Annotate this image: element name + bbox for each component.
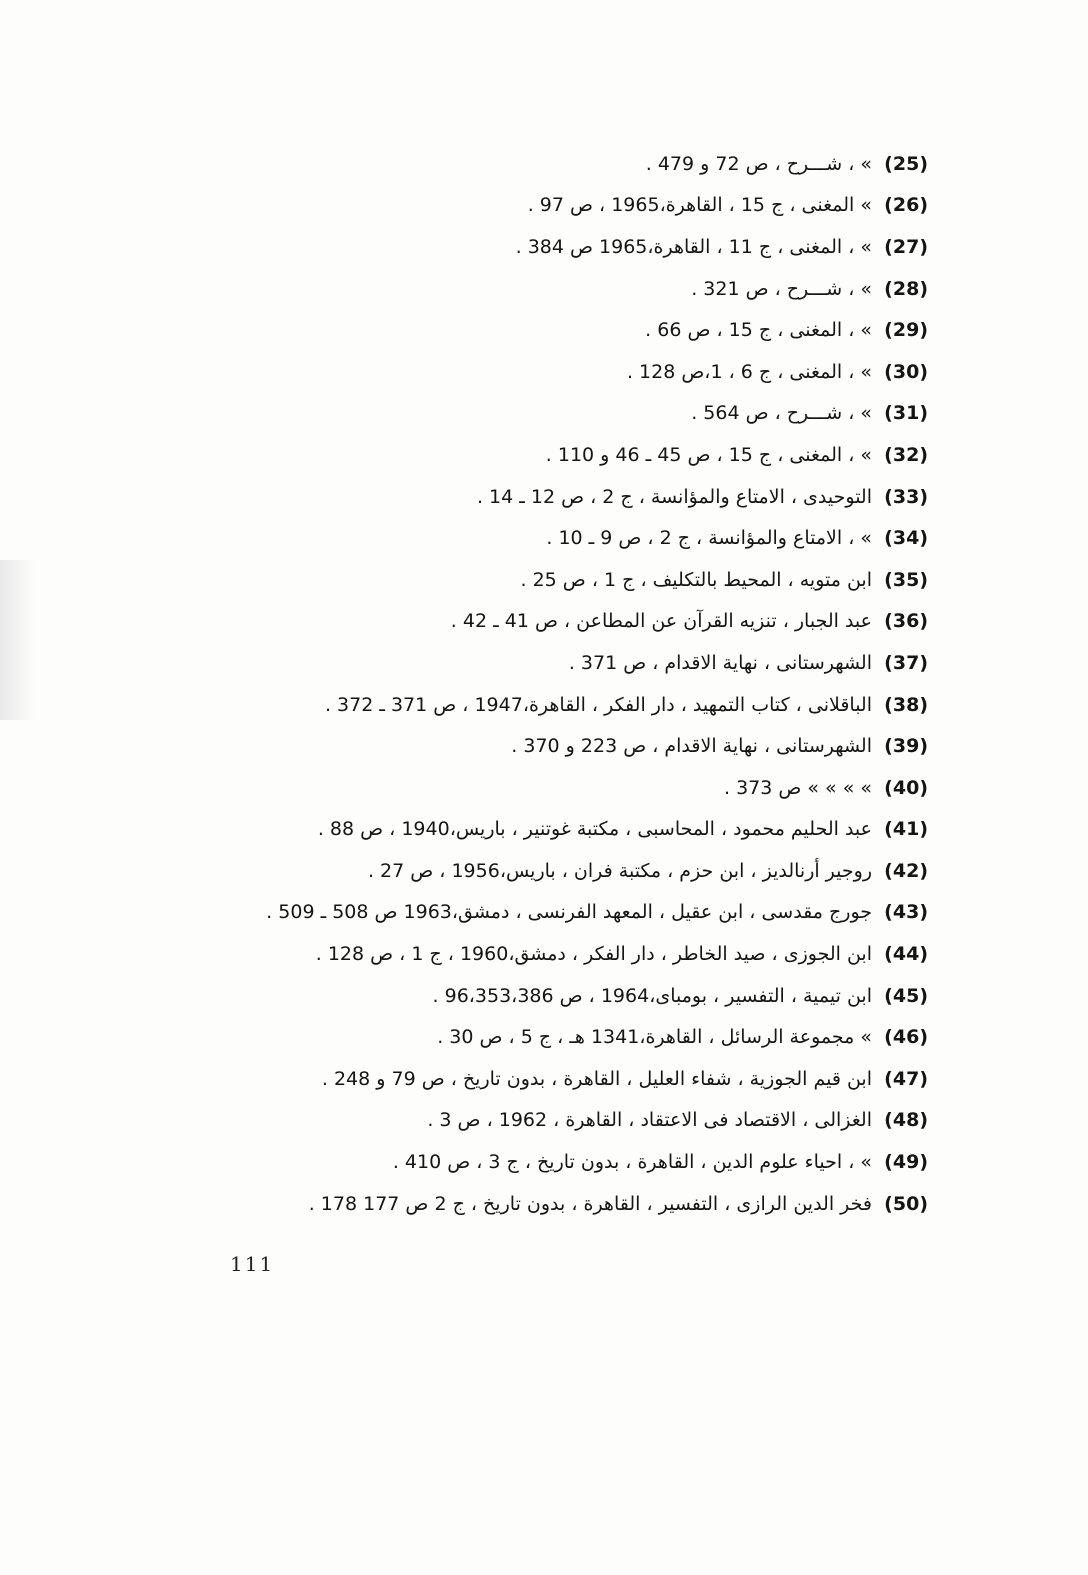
footnote-text: الباقلانى ، كتاب التمهيد ، دار الفكر ، القاهرة،1947 ، ص 371 ـ 372 . [324, 693, 872, 716]
footnote-text: » ، شـــرح ، ص 564 . [691, 402, 872, 425]
footnote-item [208, 143, 928, 185]
footnote-item [208, 393, 928, 435]
footnote-item [208, 642, 928, 684]
footnote-text: ابن الجوزى ، صيد الخاطر ، دار الفكر ، دمشق،1960 ، ج 1 ، ص 128 . [315, 943, 872, 966]
footnote-number: (34) [884, 527, 928, 550]
footnote-item [208, 226, 928, 268]
footnote-item [208, 892, 928, 934]
footnote-text: » مجموعة الرسائل ، القاهرة،1341 هـ ، ج 5 ، ص 30 . [437, 1026, 872, 1049]
footnote-text: » ، المغنى ، ج 15 ، ص 66 . [645, 319, 872, 342]
footnote-text: » ، المغنى ، ج 11 ، القاهرة،1965 ص 384 . [515, 235, 872, 258]
scan-shadow [0, 560, 36, 720]
footnote-number: (45) [884, 984, 928, 1007]
footnote-item [208, 1183, 928, 1225]
footnote-text: فخر الدين الرازى ، التفسير ، القاهرة ، بدون تاريخ ، ج 2 ص 177 178 . [308, 1192, 872, 1215]
footnote-number: (25) [884, 152, 928, 175]
footnote-text: عبد الحليم محمود ، المحاسبى ، مكتبة غوتنير ، باريس،1940 ، ص 88 . [317, 818, 872, 841]
footnote-item [208, 767, 928, 809]
footnote-number: (43) [884, 901, 928, 924]
footnote-text: ابن تيمية ، التفسير ، بومباى،1964 ، ص 96،353،386 . [432, 984, 872, 1007]
footnote-list [208, 143, 928, 1224]
footnote-number: (49) [884, 1151, 928, 1174]
footnote-number: (28) [884, 277, 928, 300]
footnote-item [208, 185, 928, 227]
footnote-text: الغزالى ، الاقتصاد فى الاعتقاد ، القاهرة ، 1962 ، ص 3 . [427, 1109, 872, 1132]
footnote-number: (38) [884, 693, 928, 716]
footnote-number: (31) [884, 402, 928, 425]
footnote-number: (33) [884, 485, 928, 508]
footnote-text: ابن قيم الجوزية ، شفاء العليل ، القاهرة ، بدون تاريخ ، ص 79 و 248 . [321, 1067, 872, 1090]
footnote-item [208, 975, 928, 1017]
footnote-number: (32) [884, 443, 928, 466]
footnote-text: الشهرستانى ، نهاية الاقدام ، ص 223 و 370 . [511, 735, 872, 758]
footnote-number: (42) [884, 859, 928, 882]
footnote-item [208, 517, 928, 559]
footnote-item [208, 1100, 928, 1142]
footnote-number: (27) [884, 235, 928, 258]
footnote-number: (46) [884, 1026, 928, 1049]
footnote-item [208, 1016, 928, 1058]
footnote-text: » ، المغنى ، ج 15 ، ص 45 ـ 46 و 110 . [545, 443, 872, 466]
footnote-number: (50) [884, 1192, 928, 1215]
footnote-item [208, 559, 928, 601]
footnote-text: الشهرستانى ، نهاية الاقدام ، ص 371 . [568, 651, 872, 674]
footnote-number: (35) [884, 568, 928, 591]
footnote-item [208, 809, 928, 851]
footnote-text: جورج مقدسى ، ابن عقيل ، المعهد الفرنسى ، دمشق،1963 ص 508 ـ 509 . [266, 901, 872, 924]
footnote-number: (29) [884, 319, 928, 342]
footnote-item [208, 268, 928, 310]
footnote-text: » » » » ص 373 . [723, 776, 872, 799]
footnote-number: (40) [884, 776, 928, 799]
footnote-text: » ، شـــرح ، ص 72 و 479 . [645, 152, 872, 175]
footnote-number: (37) [884, 651, 928, 674]
footnote-text: » ، المغنى ، ج 6 ، 1،ص 128 . [626, 360, 872, 383]
footnote-item [208, 309, 928, 351]
footnote-item [208, 725, 928, 767]
footnote-item [208, 434, 928, 476]
page-number: 111 [230, 1252, 275, 1276]
footnote-number: (48) [884, 1109, 928, 1132]
footnote-text: عبد الجبار ، تنزيه القرآن عن المطاعن ، ص 41 ـ 42 . [450, 610, 872, 633]
footnote-item [208, 850, 928, 892]
footnote-item [208, 601, 928, 643]
footnote-number: (41) [884, 818, 928, 841]
footnote-number: (44) [884, 943, 928, 966]
footnote-number: (26) [884, 194, 928, 217]
footnote-text: التوحيدى ، الامتاع والمؤانسة ، ج 2 ، ص 12 ـ 14 . [476, 485, 872, 508]
footnote-text: » ، شـــرح ، ص 321 . [691, 277, 872, 300]
footnote-text: روجير أرنالديز ، ابن حزم ، مكتبة فران ، باريس،1956 ، ص 27 . [367, 859, 872, 882]
footnote-number: (36) [884, 610, 928, 633]
footnote-item [208, 1058, 928, 1100]
footnote-text: » ، الامتاع والمؤانسة ، ج 2 ، ص 9 ـ 10 . [546, 527, 872, 550]
footnote-item [208, 476, 928, 518]
footnote-item [208, 1141, 928, 1183]
footnote-item [208, 933, 928, 975]
footnote-text: » المغنى ، ج 15 ، القاهرة،1965 ، ص 97 . [527, 194, 872, 217]
footnote-text: ابن متويه ، المحيط بالتكليف ، ج 1 ، ص 25 . [520, 568, 872, 591]
footnote-number: (30) [884, 360, 928, 383]
footnote-number: (47) [884, 1067, 928, 1090]
footnote-item [208, 351, 928, 393]
footnote-item [208, 684, 928, 726]
footnote-text: » ، احياء علوم الدين ، القاهرة ، بدون تاريخ ، ج 3 ، ص 410 . [392, 1151, 872, 1174]
footnote-number: (39) [884, 735, 928, 758]
